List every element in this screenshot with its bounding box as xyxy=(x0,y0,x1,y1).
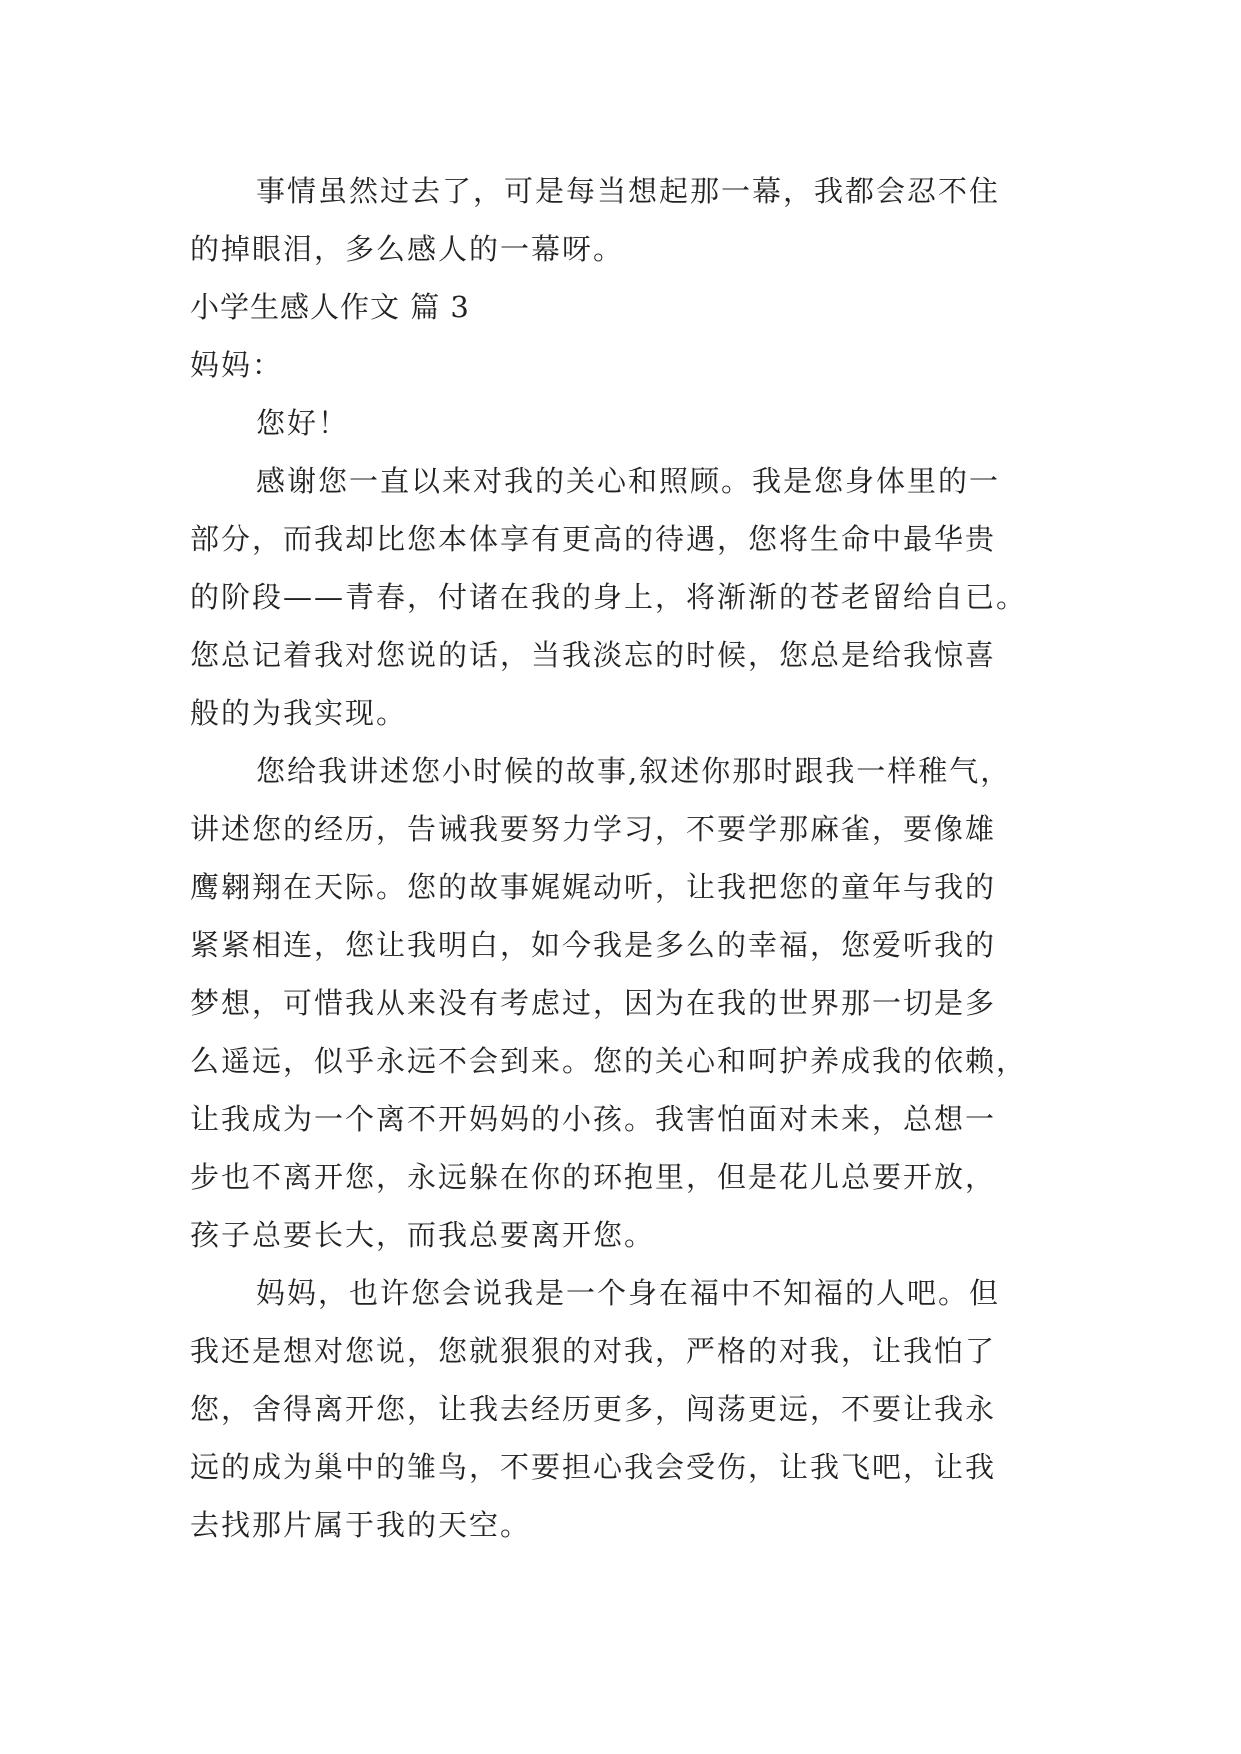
paragraph-line: 您总记着我对您说的话，当我淡忘的时候，您总是给我惊喜 xyxy=(190,638,997,672)
paragraph-line: 紧紧相连，您让我明白，如今我是多么的幸福，您爱听我的 xyxy=(190,928,997,962)
paragraph-line: 您给我讲述您小时候的故事,叙述你那时跟我一样稚气， xyxy=(256,754,1012,788)
paragraph-line: 讲述您的经历，告诫我要努力学习，不要学那麻雀，要像雄 xyxy=(190,812,997,846)
document-body xyxy=(190,162,1050,1554)
paragraph-line: 远的成为巢中的雏鸟，不要担心我会受伤，让我飞吧，让我 xyxy=(190,1450,997,1484)
salutation: 妈妈： xyxy=(190,348,284,382)
paragraph-line: 您，舍得离开您，让我去经历更多，闯荡更远，不要让我永 xyxy=(190,1392,997,1426)
paragraph-line: 事情虽然过去了，可是每当想起那一幕，我都会忍不住 xyxy=(256,174,1001,208)
paragraph-line: 梦想，可惜我从来没有考虑过，因为在我的世界那一切是多 xyxy=(190,986,997,1020)
paragraph-line: 般的为我实现。 xyxy=(190,696,408,730)
paragraph-line: 感谢您一直以来对我的关心和照顾。我是您身体里的一 xyxy=(256,464,1001,498)
paragraph-line: 部分，而我却比您本体享有更高的待遇，您将生命中最华贵 xyxy=(190,522,997,556)
paragraph-line: 的掉眼泪，多么感人的一幕呀。 xyxy=(190,232,625,266)
paragraph-line: 鹰翱翔在天际。您的故事娓娓动听，让我把您的童年与我的 xyxy=(190,870,997,904)
paragraph-line: 去找那片属于我的天空。 xyxy=(190,1508,532,1542)
section-heading: 小学生感人作文 篇 3 xyxy=(190,290,470,324)
paragraph-line: 的阶段——青春，付诸在我的身上，将渐渐的苍老留给自已。 xyxy=(190,580,1028,614)
paragraph-line: 我还是想对您说，您就狠狠的对我，严格的对我，让我怕了 xyxy=(190,1334,997,1368)
paragraph-line: 步也不离开您，永远躲在你的环抱里，但是花儿总要开放， xyxy=(190,1160,997,1194)
paragraph-line: 让我成为一个离不开妈妈的小孩。我害怕面对未来，总想一 xyxy=(190,1102,997,1136)
paragraph-line: 妈妈，也许您会说我是一个身在福中不知福的人吧。但 xyxy=(256,1276,1001,1310)
greeting: 您好！ xyxy=(256,406,350,440)
paragraph-line: 么遥远，似乎永远不会到来。您的关心和呵护养成我的依赖， xyxy=(190,1044,1028,1078)
paragraph-line: 孩子总要长大，而我总要离开您。 xyxy=(190,1218,656,1252)
